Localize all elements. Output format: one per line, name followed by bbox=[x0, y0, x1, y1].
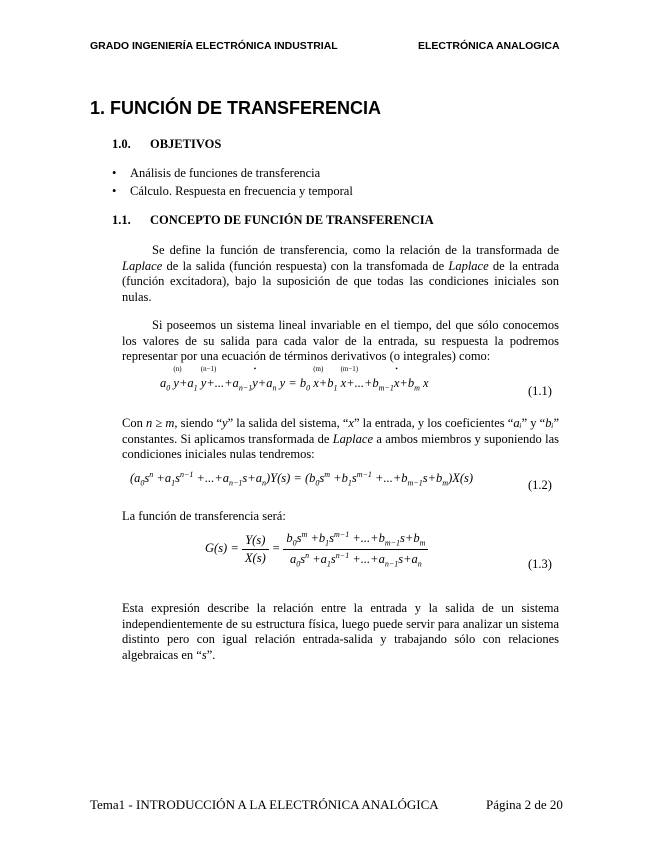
section-objetivos-heading bbox=[112, 137, 221, 152]
section-title: CONCEPTO DE FUNCIÓN DE TRANSFERENCIA bbox=[150, 213, 434, 227]
equation-number: (1.2) bbox=[528, 478, 552, 492]
equation-1-1: $a_0$ y (n) $+a_1$ y (n−1) $+...+a_{n-1}y$ • $+a_n$ $y = b_0$ x (m) $+b_1$ x (m−1) $+...+b_{m-1}x$ • $+b_m$ x bbox=[160, 365, 429, 393]
text: Con bbox=[122, 416, 146, 430]
list-item: • Cálculo. Respuesta en frecuencia y temporal bbox=[112, 184, 353, 200]
header-left: GRADO INGENIERÍA ELECTRÓNICA INDUSTRIAL bbox=[90, 40, 338, 52]
paragraph-definition bbox=[122, 243, 559, 305]
fraction: $\frac{Y(s)}{X(s)}$ bbox=[242, 533, 269, 566]
paragraph-transfer: La función de transferencia será: bbox=[122, 509, 286, 523]
text-italic: s bbox=[201, 647, 207, 662]
section-concepto-heading bbox=[112, 213, 434, 228]
paragraph-system: Si poseemos un sistema lineal invariable en el tiempo, del que sólo conocemos los valores de su salida para cada valor de la entrada, su respuesta la podremos representar por una ecuación de términos derivativos (o integrales) como: bbox=[122, 318, 559, 363]
equation-1-3: G(s) = $\frac{Y(s)}{X(s)}$ = $\frac{b_0s^m +b_1s^{m-1} +...+b_{m-1}s+b_m}{a_0s^n +a_1s^{n-1} +...+a_{n-1}s+a_n}$ bbox=[205, 530, 428, 568]
section-number: 1.0. bbox=[112, 137, 131, 151]
text-italic: n ≥ m, bbox=[145, 416, 178, 430]
fraction: $\frac{b_0s^m +b_1s^{m-1} +...+b_{m-1}s+b_m}{a_0s^n +a_1s^{n-1} +...+a_{n-1}s+a_n}$ bbox=[283, 530, 428, 568]
header-right: ELECTRÓNICA ANALOGICA bbox=[418, 40, 560, 52]
text-italic: bᵢ bbox=[545, 416, 554, 430]
equation-number: (1.1) bbox=[528, 384, 552, 398]
text: de la entrada (función excitadora), bajo la suposición de que todas las condiciones iniciales son nulas. bbox=[122, 258, 559, 304]
objectives-list bbox=[112, 166, 353, 201]
text: Esta expresión describe la relación entre la entrada y la salida de un sistema independientemente de su estructura física, luego puede servir para analizar un sistema distinto pero con igual relación entrada-salida y trabajando sólo con relaciones algebraicas en “ bbox=[122, 601, 559, 662]
text-italic: Laplace bbox=[332, 431, 374, 446]
section-title: OBJETIVOS bbox=[150, 137, 222, 151]
text-italic: Laplace bbox=[122, 258, 163, 273]
equation-number: (1.3) bbox=[528, 557, 552, 571]
text-italic: aᵢ bbox=[513, 416, 522, 430]
paragraph-expression bbox=[122, 601, 559, 663]
footer-left: Tema1 - INTRODUCCIÓN A LA ELECTRÓNICA ANALÓGICA bbox=[90, 797, 439, 812]
text: ” la salida del sistema, “ bbox=[227, 416, 349, 430]
text: siendo “ bbox=[177, 416, 222, 430]
text: ” y “ bbox=[521, 416, 546, 430]
text: de la salida (función respuesta) con la transfomada de bbox=[162, 258, 449, 273]
text: a ambos miembros y suponiendo las condiciones iniciales nulas tendremos: bbox=[122, 431, 559, 461]
text-italic: Laplace bbox=[448, 258, 489, 273]
page-title: 1. FUNCIÓN DE TRANSFERENCIA bbox=[90, 98, 382, 118]
equation-1-2: $(a_0s^n +a_1s^{n-1} +...+a_{n-1}s+a_n)Y(s) = (b_0s^m +b_1s^{m-1} +...+b_{m-1}s+b_m)X(s)$ bbox=[130, 470, 474, 488]
paragraph-coefficients bbox=[122, 416, 559, 463]
list-item: • Análisis de funciones de transferencia bbox=[112, 166, 353, 182]
text: ” constantes. Si aplicamos transformada de bbox=[122, 416, 560, 446]
text: ”. bbox=[206, 647, 216, 662]
text-italic: x bbox=[348, 416, 354, 430]
text: Se define la función de transferencia, como la relación de la transformada de bbox=[152, 243, 559, 257]
footer-right: Página 2 de 20 bbox=[486, 797, 563, 812]
section-number: 1.1. bbox=[112, 213, 131, 227]
text-italic: y bbox=[222, 416, 228, 430]
text: ” la entrada, y los coeficientes “ bbox=[353, 416, 514, 430]
